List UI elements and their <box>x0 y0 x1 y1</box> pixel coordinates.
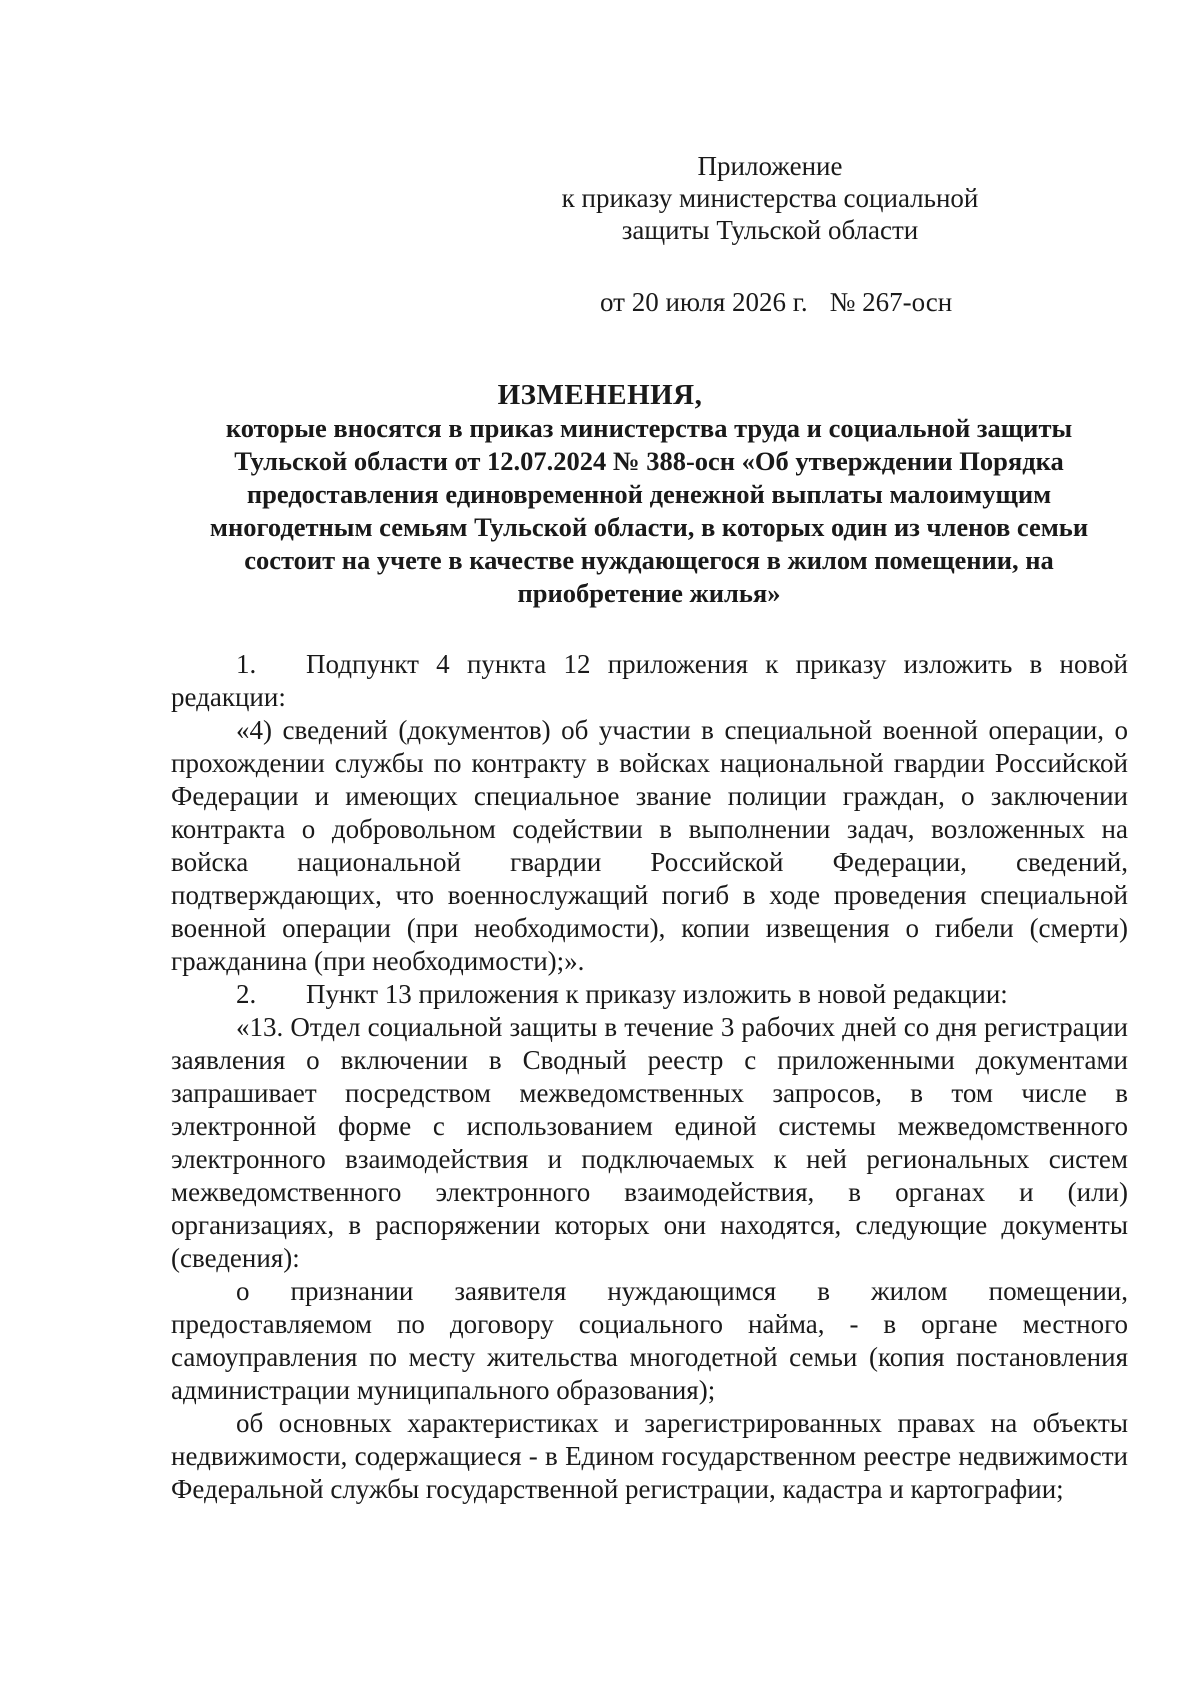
item-2-text: Пункт 13 приложения к приказу изложить в новой редакции: <box>306 979 1008 1009</box>
document-subtitle: которые вносятся в приказ министерства труда и социальной защиты Тульской области от 12.07.2024 № 388-осн «Об утверждении Порядка предоставления единовременной денежной выплаты малоимущим многодетным семьям Тульской области, в которых один из членов семьи состоит на учете в качестве нуждающегося в жилом помещении, на приобретение жилья» <box>209 413 1089 608</box>
document-body <box>171 648 1128 1506</box>
order-reference <box>600 286 952 318</box>
item-1-text: Подпункт 4 пункта 12 приложения к приказу изложить в новой редакции: <box>171 649 1128 712</box>
document-title: ИЗМЕНЕНИЯ, <box>497 379 703 411</box>
appendix-line-1: Приложение <box>697 151 843 181</box>
item-1-number: 1. <box>236 649 257 679</box>
item-1 <box>171 648 1128 714</box>
item-2-paragraph-1: о признании заявителя нуждающимся в жилом помещении, предоставляемом по договору социального найма, - в органе местного самоуправления по месту жительства многодетной семьи (копия постановления администрации муниципального образования); <box>171 1276 1128 1405</box>
appendix-header <box>520 150 1020 246</box>
appendix-line-2: к приказу министерства социальной <box>561 183 979 213</box>
order-date: от 20 июля 2026 г. <box>600 287 808 317</box>
item-2 <box>171 978 1128 1011</box>
item-2-paragraph-2: об основных характеристиках и зарегистрированных правах на объекты недвижимости, содержащиеся - в Едином государственном реестре недвижимости Федеральной службы государственной регистрации, кадастра и картографии; <box>171 1408 1128 1504</box>
appendix-line-3: защиты Тульской области <box>621 215 919 245</box>
item-1-quote: «4) сведений (документов) об участии в специальной военной операции, о прохождении службы по контракту в войсках национальной гвардии Российской Федерации и имеющих специальное звание полиции граждан, о заключении контракта о добровольном содействии в выполнении задач, возложенных на войска национальной гвардии Российской Федерации, сведений, подтверждающих, что военнослужащий погиб в ходе проведения специальной военной операции (при необходимости), копии извещения о гибели (смерти) гражданина (при необходимости);». <box>171 715 1128 976</box>
item-2-quote: «13. Отдел социальной защиты в течение 3 рабочих дней со дня регистрации заявления о включении в Сводный реестр с приложенными документами запрашивает посредством межведомственных запросов, в том числе в электронной форме с использованием единой системы межведомственного электронного взаимодействия и подключаемых к ней региональных систем межведомственного электронного взаимодействия, в органах и (или) организациях, в распоряжении которых они находятся, следующие документы (сведения): <box>171 1012 1128 1273</box>
order-number: № 267-осн <box>829 287 953 317</box>
item-2-number: 2. <box>236 979 257 1009</box>
